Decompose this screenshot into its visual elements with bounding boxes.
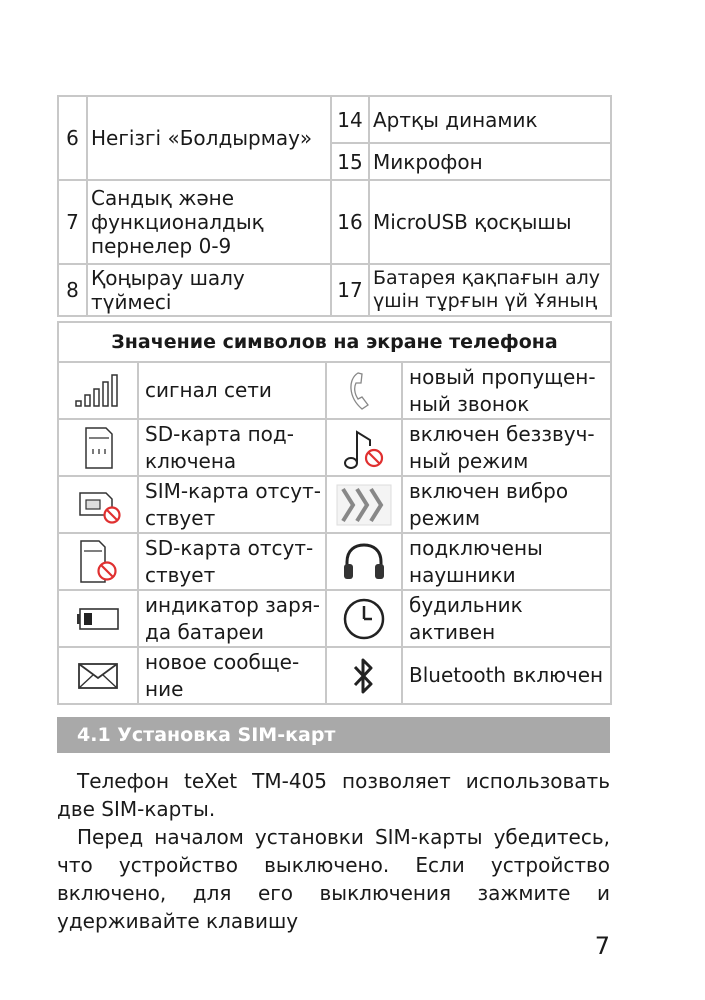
key-number-8: 8 — [58, 264, 87, 316]
symbol-label-message: новое сообще-ние — [138, 647, 326, 704]
key-number-17: 17 — [331, 264, 369, 316]
paragraph: Телефон teXet TM-405 позволяет использовать две SIM-карты. — [57, 769, 610, 821]
key-label-14: Артқы динамик — [369, 96, 611, 143]
key-label-8: Қоңырау шалу түймесі — [87, 264, 331, 316]
symbol-label-alarm: будильник активен — [402, 590, 611, 647]
symbols-table-title: Значение символов на экране телефона — [58, 322, 611, 362]
key-label-15: Микрофон — [369, 143, 611, 180]
symbol-label-signal: сигнал сети — [138, 362, 326, 419]
key-label-16: MicroUSB қосқышы — [369, 180, 611, 264]
symbols-table — [57, 321, 612, 705]
battery-icon — [58, 590, 138, 647]
symbol-label-silent: включен беззвуч-ный режим — [402, 419, 611, 476]
symbol-label-sim-absent: SIM-карта отсут-ствует — [138, 476, 326, 533]
missed-call-icon — [326, 362, 402, 419]
key-label-7: Сандық және функционалдық пернелер 0-9 — [87, 180, 331, 264]
sd-absent-icon — [58, 533, 138, 590]
paragraph: Перед началом установки SIM-карты убедитесь, что устройство выключено. Если устройство включено, для его выключения зажмите и удерживайте клавишу — [57, 825, 610, 933]
symbol-label-headphones: подключены наушники — [402, 533, 611, 590]
page-number: 7 — [594, 932, 610, 960]
key-number-14: 14 — [331, 96, 369, 143]
symbol-label-sd-absent: SD-карта отсут-ствует — [138, 533, 326, 590]
sim-absent-icon — [58, 476, 138, 533]
silent-mode-icon — [326, 419, 402, 476]
symbol-label-sd-card: SD-карта под-ключена — [138, 419, 326, 476]
section-heading: 4.1 Установка SIM-карт — [57, 717, 610, 753]
vibration-icon — [326, 476, 402, 533]
keys-table — [57, 95, 612, 317]
sd-card-icon — [58, 419, 138, 476]
symbol-label-battery: индикатор заря-да батареи — [138, 590, 326, 647]
bluetooth-icon — [326, 647, 402, 704]
key-number-6: 6 — [58, 96, 87, 180]
key-number-7: 7 — [58, 180, 87, 264]
key-number-16: 16 — [331, 180, 369, 264]
symbol-label-missed-call: новый пропущен-ный звонок — [402, 362, 611, 419]
signal-bars-icon — [58, 362, 138, 419]
alarm-clock-icon — [326, 590, 402, 647]
key-label-6: Негізгі «Болдырмау» — [87, 96, 331, 180]
key-number-15: 15 — [331, 143, 369, 180]
headphones-icon — [326, 533, 402, 590]
symbol-label-vibration: включен вибро режим — [402, 476, 611, 533]
key-label-17: Батарея қақпағын алу үшін тұрғын үй Ұяның — [369, 264, 611, 316]
envelope-icon — [58, 647, 138, 704]
symbol-label-bluetooth: Bluetooth включен — [402, 647, 611, 704]
